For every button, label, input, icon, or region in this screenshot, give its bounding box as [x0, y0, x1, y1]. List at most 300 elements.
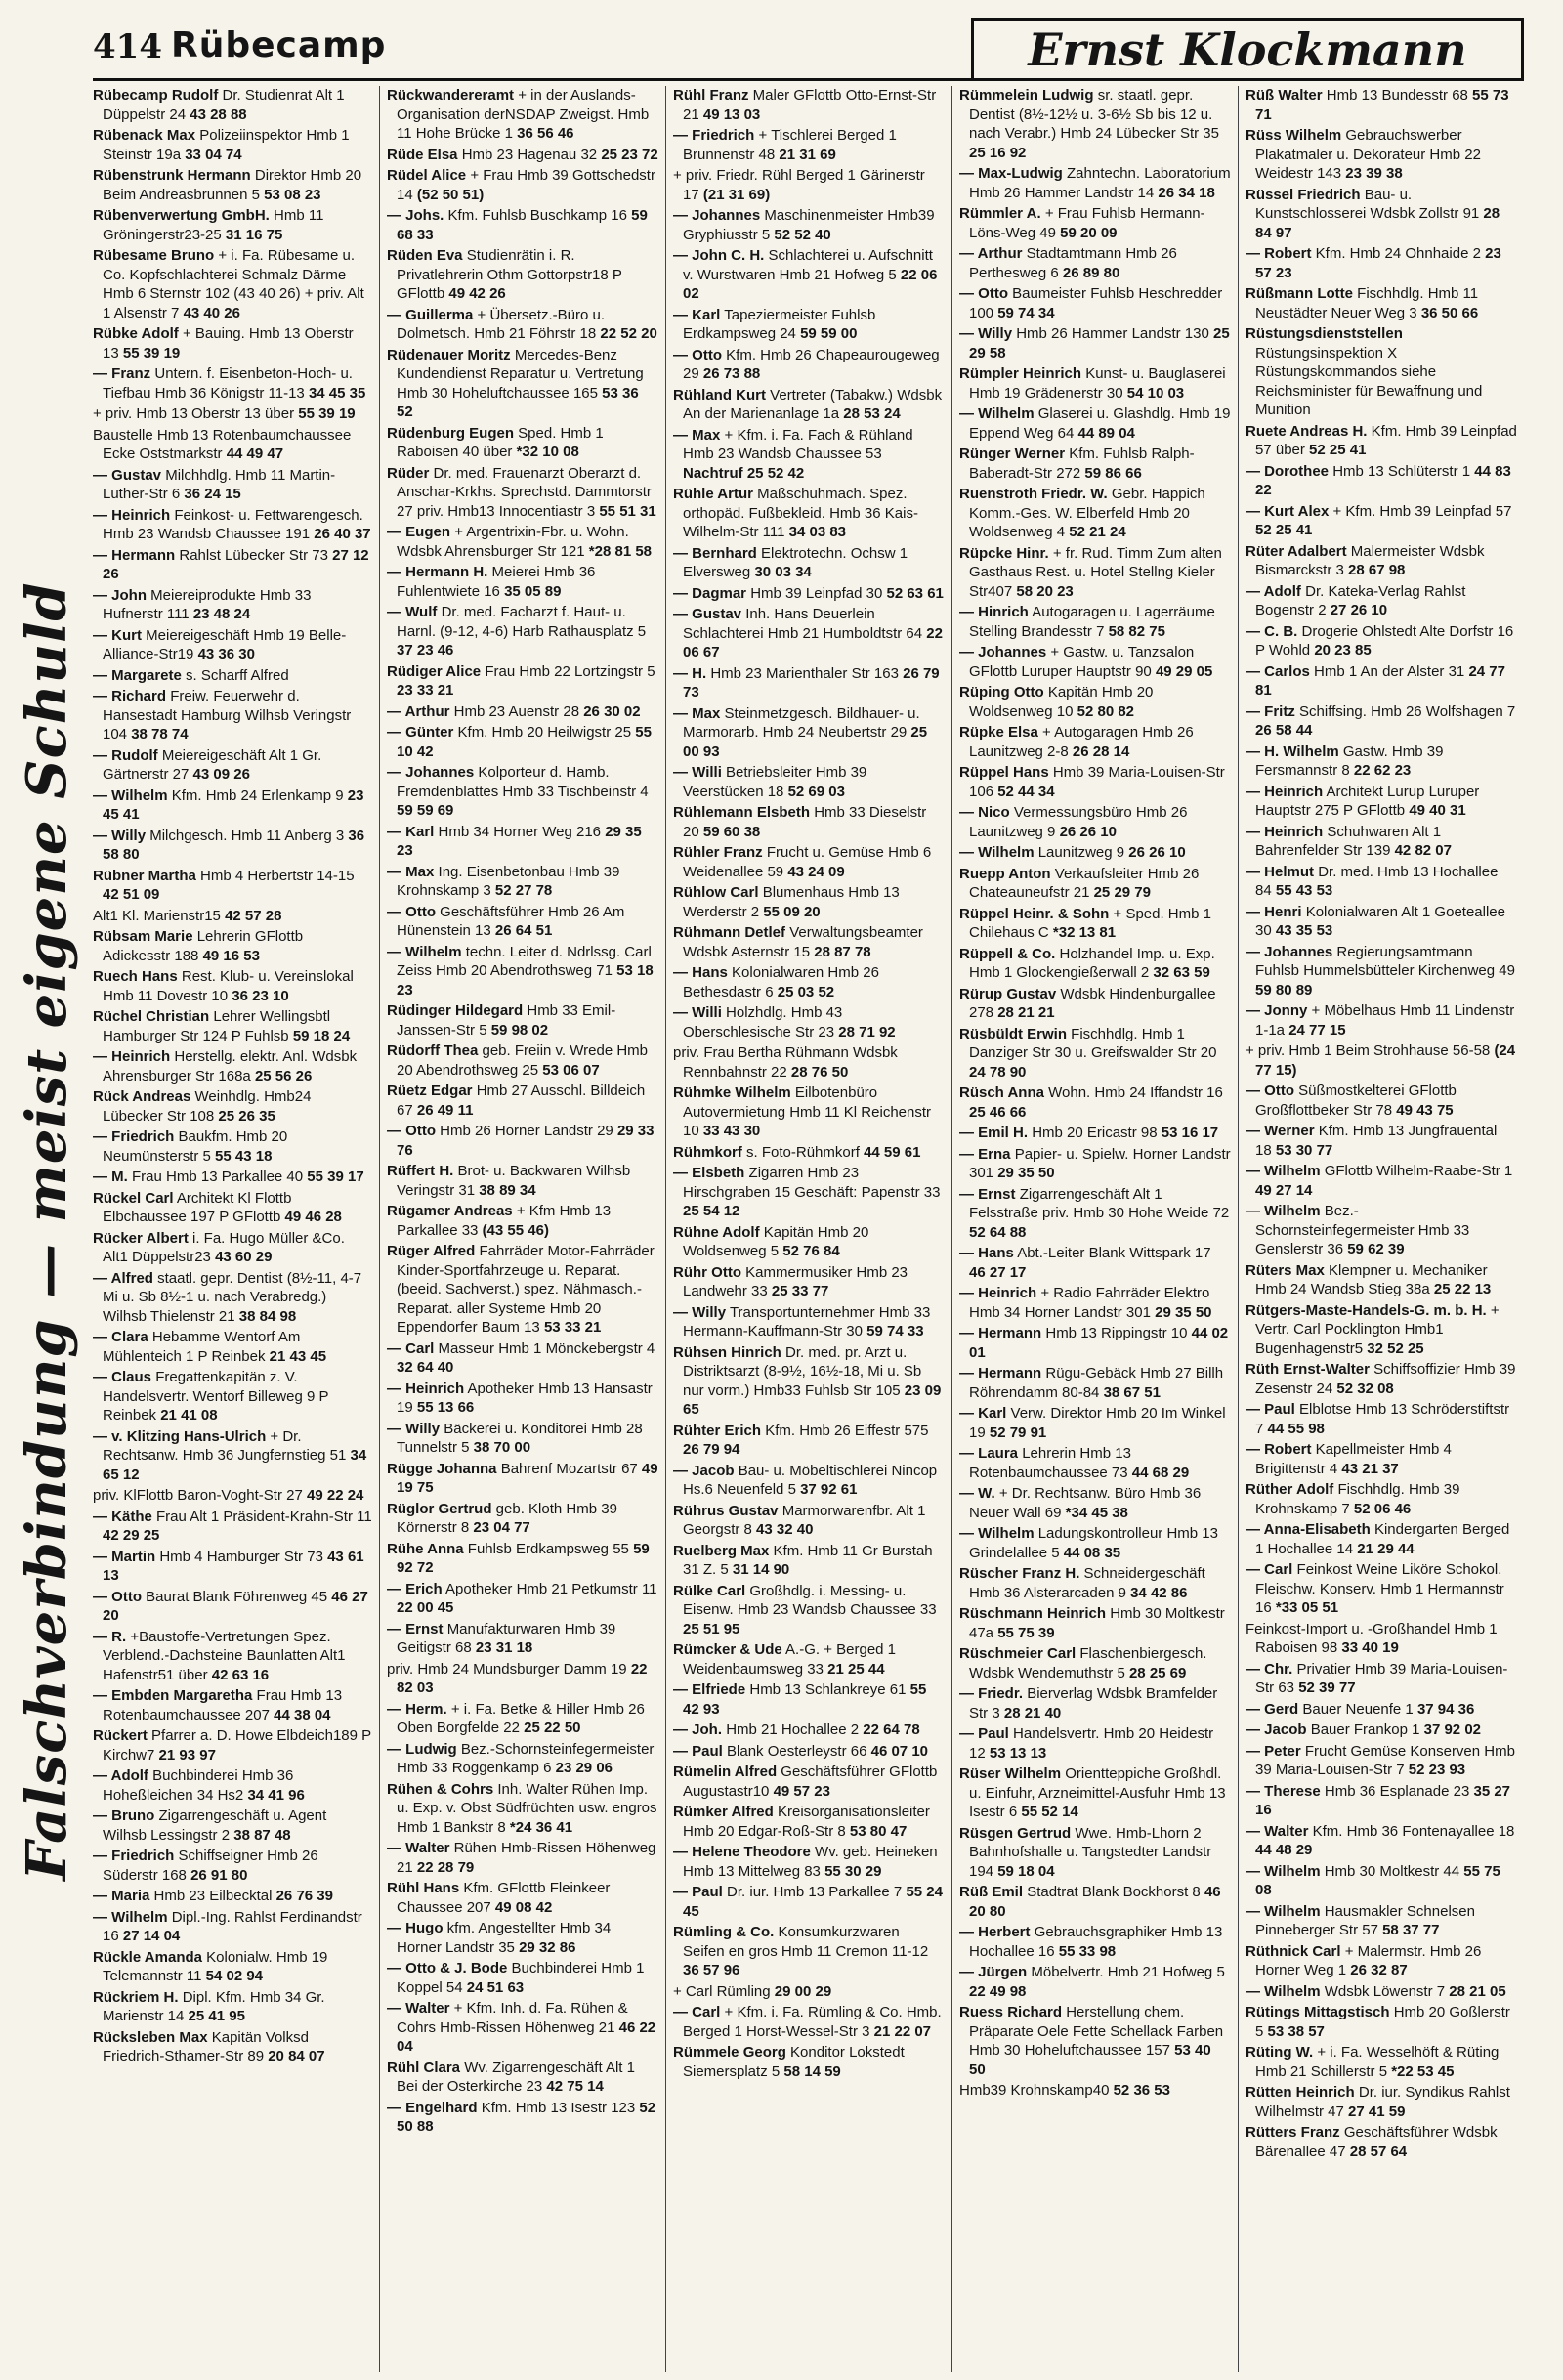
entry-phone: 38 67 51 — [1103, 1383, 1161, 1401]
entry-name: — Otto — [387, 1123, 436, 1139]
entry-phone: 49 16 53 — [202, 947, 260, 964]
entry-phone: 59 74 33 — [866, 1323, 924, 1339]
entry-phone: 36 57 96 — [683, 1962, 740, 1978]
directory-entry — [93, 967, 372, 1005]
entry-phone: 36 56 46 — [517, 125, 574, 142]
entry-name: — Wilhelm — [959, 844, 1035, 861]
directory-entry — [1246, 622, 1517, 660]
entry-details: Hmb 21 Hochallee 2 — [726, 1721, 860, 1738]
directory-entry — [93, 246, 372, 322]
directory-entry — [1246, 1902, 1517, 1940]
entry-name: — Willi — [673, 764, 722, 781]
entry-name: — Friedrich — [93, 1848, 175, 1864]
entry-phone: 55 42 93 — [683, 1681, 927, 1718]
side-advert — [8, 107, 86, 2355]
entry-phone: 26 32 87 — [1350, 1962, 1408, 1978]
directory-entry — [1246, 1480, 1517, 1518]
entry-name: — Dagmar — [673, 584, 747, 602]
entry-phone: 46 22 04 — [397, 2019, 656, 2055]
entry-details: + Carl Rümling — [673, 1982, 771, 2000]
entry-phone: 55 10 42 — [397, 724, 652, 760]
directory-entry — [1246, 1942, 1517, 1980]
directory-entry — [959, 1564, 1231, 1602]
directory-entry — [93, 404, 372, 424]
entry-name: — Heinrich — [959, 1285, 1037, 1301]
entry-phone: 59 60 38 — [702, 823, 761, 840]
entry-details: Feinkost- u. Fettwarengesch. Hmb 23 Wandsb Chaussee 191 — [103, 506, 363, 542]
directory-entry — [93, 546, 372, 584]
entry-phone: 35 05 89 — [504, 582, 562, 600]
entry-phone: 55 43 53 — [1275, 882, 1333, 899]
directory-entry — [1246, 1440, 1517, 1478]
entry-details: Rahlst Lübecker Str 73 — [179, 546, 328, 564]
entry-phone: 23 09 65 — [683, 1381, 942, 1418]
entry-name: — Jacob — [673, 1462, 735, 1479]
entry-phone: 28 67 98 — [1348, 562, 1406, 578]
entry-phone: 44 02 01 — [969, 1325, 1229, 1361]
entry-details: Kfm. Hmb 11 Gr Burstah 31 Z. 5 — [683, 1542, 933, 1578]
entry-name: Rüsch Anna — [959, 1084, 1044, 1101]
entry-name: — Ernst — [959, 1185, 1016, 1203]
directory-entry — [387, 903, 658, 941]
entry-details: Hmb 33 Emil-Janssen-Str 5 — [397, 1002, 616, 1039]
directory-entry — [673, 1003, 945, 1041]
entry-details: Stadtrat Blank Bockhorst 8 — [1027, 1884, 1201, 1900]
directory-entry — [673, 1582, 945, 1639]
entry-name: Ruech Hans — [93, 968, 178, 985]
entry-name: Rühmann Detlef — [673, 924, 786, 941]
directory-entry — [1246, 186, 1517, 243]
directory-entry — [959, 1025, 1231, 1083]
entry-details: Gastw. Hmb 39 Fersmannstr 8 — [1255, 743, 1444, 779]
entry-phone: 28 76 50 — [790, 1063, 849, 1081]
entry-details: Hmb 4 Herbertstr 14-15 — [200, 867, 355, 884]
entry-details: Hmb 30 Moltkestr 47a — [969, 1605, 1225, 1641]
entry-phone: 38 87 48 — [233, 1826, 291, 1844]
entry-details: Herstellg. elektr. Anl. Wdsbk Ahrensburger Str 168a — [103, 1048, 358, 1084]
entry-phone: 44 49 47 — [226, 446, 284, 462]
entry-details: Apotheker Hmb 21 Petkumstr 11 — [445, 1580, 657, 1597]
directory-entry — [387, 1620, 658, 1658]
entry-details: sr. staatl. gepr. Dentist (8½-12½ u. 3-6½ Sb bis 12 u. nach Verabr.) Hmb 24 Lübecker Str 35 — [969, 87, 1219, 142]
entry-phone: 54 10 03 — [1126, 384, 1185, 402]
directory-entry — [93, 126, 372, 164]
entry-details: Pfarrer a. D. Howe Elbdeich189 P Kirchw7 — [103, 1727, 371, 1764]
entry-details: Mercedes-Benz Kundendienst Reparatur u. Vertretung Hmb 30 Hoheluftchaussee 165 — [397, 346, 644, 402]
entry-phone: 27 12 26 — [103, 546, 369, 582]
directory-entry — [959, 603, 1231, 641]
entry-name: — Otto — [1246, 1083, 1294, 1099]
entry-details: Meierei Hmb 36 Fuhlentwiete 16 — [397, 564, 596, 600]
entry-phone: 33 04 74 — [185, 146, 242, 163]
entry-name: — Wilhelm — [93, 786, 168, 804]
entry-details: Dipl.-Ing. Rahlst Ferdinandstr 16 — [103, 1908, 362, 1944]
entry-name: — Helmut — [1246, 863, 1315, 880]
directory-entry — [959, 284, 1231, 322]
entry-name: Rüffert H. — [387, 1163, 454, 1179]
entry-phone: 23 29 06 — [555, 1760, 613, 1776]
entry-phone: 28 21 05 — [1449, 1982, 1506, 2000]
entry-name: — R. — [93, 1628, 127, 1645]
entry-details: Schneidergeschäft Hmb 36 Alsterarcaden 9 — [969, 1565, 1205, 1601]
entry-phone: 34 45 35 — [308, 384, 366, 402]
entry-phone: 49 57 23 — [773, 1782, 830, 1800]
directory-entry — [387, 2099, 658, 2137]
entry-name: — Jonny — [1246, 1002, 1308, 1019]
entry-phone: 59 86 66 — [1084, 464, 1142, 482]
entry-details: A.-G. + Berged 1 Weidenbaumsweg 33 — [683, 1641, 897, 1678]
directory-entry — [959, 1145, 1231, 1183]
entry-phone: 46 27 17 — [969, 1263, 1027, 1281]
entry-phone: 43 60 29 — [215, 1249, 273, 1265]
directory-entry — [1246, 2123, 1517, 2161]
entry-details: Elblotse Hmb 13 Schröderstiftstr 7 — [1255, 1401, 1510, 1437]
entry-phone: 59 98 02 — [490, 1021, 549, 1039]
entry-name: — Karl — [673, 306, 721, 323]
entry-phone: 29 35 23 — [397, 823, 642, 859]
entry-details: Frau Hmb 13 Rotenbaumchaussee 207 — [103, 1687, 343, 1723]
entry-phone: 26 58 44 — [1255, 722, 1313, 739]
entry-name: Rübenack Max — [93, 127, 196, 144]
directory-entry — [1246, 244, 1517, 282]
entry-details: Drogerie Ohlstedt Alte Dorfstr 16 P Wohld — [1255, 622, 1514, 659]
entry-name: Rühmkorf — [673, 1143, 742, 1161]
directory-entry — [1246, 1202, 1517, 1259]
directory-entry — [93, 2028, 372, 2066]
entry-name: — Chr. — [1246, 1660, 1293, 1678]
entry-phone: 53 40 50 — [969, 2042, 1211, 2078]
entry-details: geb. Freiin v. Wrede Hmb 20 Abendrothsweg 25 — [397, 1042, 649, 1079]
directory-entry — [93, 927, 372, 965]
entry-name: Rümmele Georg — [673, 2044, 786, 2061]
entry-phone: 52 69 03 — [787, 783, 845, 800]
entry-details: Eilbotenbüro Autovermietung Hmb 11 Kl Reichenstr 10 — [683, 1084, 932, 1139]
entry-details: Geschäftsführer Wdsbk Bärenallee 47 — [1255, 2124, 1498, 2160]
directory-entry — [1246, 502, 1517, 540]
entry-name: Rühl Clara — [387, 2059, 461, 2076]
entry-phone: 49 19 75 — [397, 1460, 658, 1496]
entry-details: s. Foto-Rühmkorf — [746, 1143, 860, 1161]
entry-name: Rübsam Marie — [93, 928, 193, 945]
directory-entry — [93, 907, 372, 926]
entry-name: — Karl — [387, 823, 435, 840]
entry-details: Marmorwarenfbr. Alt 1 Georgstr 8 — [683, 1502, 926, 1538]
entry-phone: 52 32 08 — [1336, 1380, 1394, 1397]
entry-phone: 52 25 41 — [1255, 522, 1313, 538]
directory-entry — [387, 1162, 658, 1200]
directory-entry — [1246, 1742, 1517, 1780]
entry-details: Herstellung chem. Präparate Oele Fette Schellack Farben Hmb 30 Hoheluftchaussee 157 — [969, 2004, 1224, 2059]
directory-entry — [673, 704, 945, 762]
entry-details: Autogaragen u. Lagerräume Stelling Brandesstr 7 — [969, 604, 1215, 640]
entry-details: Frau Alt 1 Präsident-Krahn-Str 11 — [156, 1508, 372, 1525]
entry-phone: 52 21 24 — [1069, 524, 1126, 540]
entry-details: Meiereigeschäft Hmb 19 Belle-Alliance-Str19 — [103, 626, 347, 662]
entry-phone: 52 27 78 — [494, 882, 553, 899]
entry-name: — Günter — [387, 724, 454, 741]
entry-phone: 59 59 00 — [800, 325, 858, 342]
directory-entry — [673, 386, 945, 424]
entry-name: — Heinrich — [1246, 783, 1324, 800]
entry-details: Vertreter (Tabakw.) Wdsbk An der Marienanlage 1a — [683, 386, 943, 422]
entry-phone: (24 77 15) — [1255, 1042, 1516, 1079]
entry-details: Hmb 27 Ausschl. Billdeich 67 — [397, 1083, 646, 1119]
directory-entry — [1246, 1360, 1517, 1398]
entry-details: Kfm. Hmb 39 Leinpfad 57 über — [1255, 422, 1517, 458]
entry-details: i. Fa. Hugo Müller &Co. Alt1 Düppelstr23 — [103, 1229, 345, 1265]
directory-entry — [387, 1082, 658, 1120]
entry-details: Frucht u. Gemüse Hmb 6 Weidenallee 59 — [683, 844, 932, 880]
entry-details: + Dr. Rechtsanw. Büro Hmb 36 Neuer Wall 69 — [969, 1485, 1202, 1521]
entry-phone: 23 31 18 — [475, 1639, 533, 1656]
directory-entry — [387, 1700, 658, 1738]
directory-entry — [1246, 743, 1517, 781]
directory-entry — [673, 963, 945, 1001]
entry-details: GFlottb Wilhelm-Raabe-Str 1 — [1324, 1163, 1513, 1179]
directory-entry — [673, 1263, 945, 1301]
entry-phone: *32 13 81 — [1052, 924, 1117, 941]
entry-name: — Fritz — [1246, 702, 1295, 720]
entry-details: Privatier Hmb 39 Maria-Louisen-Str 63 — [1255, 1660, 1508, 1696]
entry-details: Konditor Lokstedt Siemersplatz 5 — [683, 2044, 905, 2080]
directory-entry — [959, 945, 1231, 983]
entry-name: Ruete Andreas H. — [1246, 422, 1368, 440]
entry-name: Rübenstrunk Hermann — [93, 167, 251, 184]
entry-phone: 32 63 59 — [1153, 964, 1210, 981]
entry-details: priv. KlFlottb Baron-Voght-Str 27 — [93, 1487, 303, 1504]
directory-entry — [673, 1084, 945, 1141]
entry-details: Dr. med. Hmb 13 Hochallee 84 — [1255, 863, 1499, 899]
entry-details: Frau Hmb 22 Lortzingstr 5 — [485, 662, 655, 680]
directory-entry — [93, 1908, 372, 1946]
directory-entry — [93, 1686, 372, 1724]
entry-details: Fahrräder Motor-Fahrräder Kinder-Sportfahrzeuge u. Reparat. (beeid. Sachverst.) spez. Nähmasch.-Reparat. aller Systeme Hmb 20 Eppendorfer Baum 13 — [397, 1243, 655, 1336]
directory-entry — [93, 324, 372, 362]
entry-details: + Bauing. Hmb 13 Oberstr 13 — [103, 325, 354, 361]
entry-details: Gebrauchswerber Plakatmaler u. Dekorateur Hmb 22 Weidestr 143 — [1255, 127, 1481, 182]
directory-entry — [673, 584, 945, 604]
directory-entry — [93, 1007, 372, 1045]
directory-entry — [1246, 422, 1517, 460]
entry-name: — Jacob — [1246, 1721, 1307, 1738]
directory-entry — [93, 86, 372, 124]
entry-phone: 21 31 69 — [779, 146, 836, 163]
entry-phone: 53 33 21 — [543, 1319, 602, 1336]
entry-name: — Arthur — [959, 245, 1023, 262]
entry-name: — Otto — [959, 285, 1008, 302]
entry-phone: 29 00 29 — [774, 1982, 832, 2000]
entry-phone: 52 44 34 — [997, 783, 1055, 800]
directory-entry — [673, 883, 945, 921]
directory-entry — [93, 1766, 372, 1805]
entry-name: — Margarete — [93, 666, 182, 684]
entry-details: Dr. Studienrat Alt 1 Düppelstr 24 — [103, 87, 345, 123]
entry-details: Betriebsleiter Hmb 39 Veerstücken 18 — [683, 764, 867, 800]
entry-phone: 28 57 64 — [1349, 2143, 1408, 2160]
entry-phone: 42 63 16 — [211, 1666, 270, 1683]
directory-entry — [673, 1640, 945, 1679]
entry-phone: 55 39 19 — [122, 344, 181, 361]
entry-details: Holzhdlg. Hmb 43 Oberschlesische Str 23 — [683, 1004, 843, 1041]
entry-phone: 25 23 72 — [601, 146, 658, 163]
entry-phone: 22 28 79 — [416, 1858, 475, 1876]
directory-entry — [673, 1923, 945, 1980]
directory-entry — [387, 206, 658, 244]
entry-details: Kolonialw. Hmb 19 Telemannstr 11 — [103, 1948, 328, 1984]
entry-details: + Gastw. u. Tanzsalon GFlottb Luruper Hauptstr 90 — [969, 644, 1195, 680]
entry-name: Ruenstroth Friedr. W. — [959, 486, 1108, 502]
entry-details: + Radio Fahrräder Elektro Hmb 34 Horner Landstr 301 — [969, 1285, 1210, 1321]
entry-name: — Erich — [387, 1580, 443, 1597]
entry-name: — Erna — [959, 1145, 1011, 1163]
entry-name: Rümker Alfred — [673, 1804, 774, 1820]
entry-phone: 26 89 80 — [1062, 264, 1120, 281]
entry-details: Zahntechn. Laboratorium Hmb 26 Hammer Landstr 14 — [969, 165, 1231, 201]
entry-phone: *33 05 51 — [1275, 1599, 1339, 1616]
entry-phone: 22 06 67 — [683, 624, 943, 660]
entry-phone: 28 53 24 — [843, 405, 901, 422]
directory-entry — [673, 1803, 945, 1841]
entry-details: Bäckerei u. Konditorei Hmb 28 Tunnelstr 5 — [397, 1420, 643, 1456]
entry-details: Transportunternehmer Hmb 33 Hermann-Kauffmann-Str 30 — [683, 1303, 931, 1339]
entry-phone: 55 33 98 — [1058, 1942, 1117, 1960]
entry-phone: 53 30 77 — [1275, 1141, 1333, 1159]
entry-details: Masseur Hmb 1 Mönckebergstr 4 — [438, 1339, 655, 1357]
entry-name: Rüscher Franz H. — [959, 1565, 1080, 1582]
entry-details: Hmb 39 Maria-Louisen-Str 106 — [969, 764, 1225, 800]
entry-details: Steinmetzgesch. Bildhauer- u. Marmorarb. Hmb 24 Neubertstr 29 — [683, 704, 920, 741]
entry-name: Rückwandereramt — [387, 87, 515, 104]
entry-phone: *28 81 58 — [588, 542, 653, 560]
directory-entry — [673, 1422, 945, 1460]
entry-details: Stadtamtmann Hmb 26 Perthesweg 6 — [969, 245, 1177, 281]
directory-column — [379, 86, 665, 2372]
entry-details: + i. Fa. Wesselhöft & Rüting Hmb 21 Schillerstr 5 — [1255, 2044, 1500, 2080]
entry-details: + i. Fa. Betke & Hiller Hmb 26 Oben Borgfelde 22 — [397, 1700, 645, 1736]
entry-details: Malermeister Wdsbk Bismarckstr 3 — [1255, 542, 1485, 578]
entry-name: Rühen & Cohrs — [387, 1780, 494, 1798]
entry-details: Wwe. Hmb-Lhorn 2 Bahnhofshalle u. Tangstedter Landstr 194 — [969, 1824, 1212, 1880]
entry-details: Buchbinderei Hmb 36 Hoheßleichen 34 Hs2 — [103, 1767, 294, 1804]
entry-details: Polizeiinspektor Hmb 1 Steinstr 19a — [103, 127, 350, 163]
directory-entry — [387, 1380, 658, 1418]
entry-phone: 55 51 31 — [599, 502, 656, 520]
entry-name: — Therese — [1246, 1782, 1321, 1800]
entry-phone: 26 91 80 — [190, 1866, 248, 1884]
directory-entry — [673, 1303, 945, 1341]
entry-phone: 27 14 04 — [122, 1928, 181, 1944]
entry-phone: 29 33 76 — [397, 1123, 655, 1159]
entry-phone: 37 94 36 — [1416, 1700, 1475, 1718]
entry-name: Rümcker & Ude — [673, 1641, 782, 1658]
entry-name: — Kurt — [93, 626, 142, 644]
entry-name: — Otto — [673, 346, 722, 363]
entry-name: Rüthnick Carl — [1246, 1942, 1341, 1960]
entry-name: Rühler Franz — [673, 844, 763, 861]
entry-phone: 25 16 92 — [969, 144, 1027, 161]
entry-details: Dipl. Kfm. Hmb 34 Gr. Marienstr 14 — [103, 1988, 325, 2024]
entry-name: Rüstungsdienststellen — [1246, 325, 1403, 342]
entry-phone: 55 09 20 — [763, 903, 821, 920]
directory-entry — [959, 843, 1231, 863]
entry-phone: 43 24 09 — [787, 863, 845, 880]
entry-details: Hmb 13 Bundesstr 68 — [1326, 87, 1468, 104]
directory-entry — [1246, 462, 1517, 500]
entry-phone: 28 71 92 — [838, 1023, 896, 1041]
directory-entry — [959, 404, 1231, 443]
directory-entry — [387, 723, 658, 761]
entry-phone: 52 39 77 — [1298, 1679, 1356, 1696]
entry-phone: 28 84 97 — [1255, 205, 1500, 241]
entry-phone: 59 20 09 — [1060, 224, 1118, 241]
entry-name: Rüsbüldt Erwin — [959, 1025, 1067, 1042]
entry-phone: 55 52 14 — [1021, 1804, 1078, 1820]
entry-name: — Dorothee — [1246, 462, 1330, 480]
entry-phone: 52 63 61 — [886, 584, 944, 602]
directory-entry — [387, 1202, 658, 1240]
entry-details: Kfm. Hmb 24 Erlenkamp 9 — [171, 786, 344, 804]
entry-details: + Kfm. Inh. d. Fa. Rühen & Cohrs Hmb-Rissen Höhenweg 21 — [397, 2000, 628, 2036]
entry-name: Rürup Gustav — [959, 985, 1057, 1002]
directory-entry — [387, 1919, 658, 1957]
directory-column — [951, 86, 1238, 2372]
entry-phone: 21 93 97 — [158, 1746, 216, 1764]
entry-phone: 29 32 86 — [519, 1938, 576, 1956]
entry-details: Hmb 13 Rippingstr 10 — [1045, 1325, 1188, 1341]
directory-entry — [1246, 1620, 1517, 1658]
entry-details: Vermessungsbüro Hmb 26 Launitzweg 9 — [969, 804, 1188, 840]
entry-phone: 28 21 21 — [997, 1004, 1055, 1021]
entry-phone: 26 64 51 — [494, 922, 553, 939]
directory-entry — [959, 1364, 1231, 1402]
entry-name: Rüppel Heinr. & Sohn — [959, 905, 1110, 922]
directory-entry — [93, 1127, 372, 1166]
entry-phone: 21 41 08 — [160, 1407, 218, 1424]
entry-phone: *24 36 41 — [509, 1818, 573, 1836]
entry-name: Rügge Johanna — [387, 1460, 497, 1477]
entry-name: — Henri — [1246, 903, 1302, 920]
entry-details: Baurat Blank Föhrenweg 45 — [146, 1588, 328, 1605]
entry-phone: 22 82 03 — [397, 1660, 648, 1696]
entry-details: Wv. Zigarrengeschäft Alt 1 Bei der Osterkirche 23 — [397, 2059, 635, 2095]
entry-name: — Paul — [959, 1725, 1009, 1742]
entry-name: Rüdiger Alice — [387, 662, 482, 680]
entry-name: — Hermann — [959, 1325, 1042, 1341]
entry-phone: 24 51 63 — [466, 1978, 525, 1996]
directory-entry — [93, 586, 372, 624]
entry-phone: 25 41 95 — [188, 2008, 245, 2024]
entry-phone: 43 21 37 — [1341, 1460, 1399, 1477]
entry-name: — Guillerma — [387, 306, 474, 323]
entry-name: — Hans — [673, 964, 728, 981]
entry-details: + priv. Hmb 1 Beim Strohhause 56-58 — [1246, 1042, 1491, 1059]
entry-name: Rümling & Co. — [673, 1924, 775, 1940]
entry-name: — Walter — [1246, 1822, 1309, 1840]
directory-entry — [959, 1324, 1231, 1362]
entry-name: — Otto & J. Bode — [387, 1960, 508, 1976]
entry-phone: 59 18 24 — [292, 1027, 351, 1044]
side-advert-text: Falschverbindung — meist eigene Schuld — [15, 581, 79, 1881]
entry-name: — Alfred — [93, 1269, 153, 1287]
entry-name: — Willy — [93, 827, 147, 844]
entry-name: — Bernhard — [673, 544, 757, 562]
directory-entry — [387, 1339, 658, 1378]
entry-details: + Übersetz.-Büro u. Dolmetsch. Hmb 21 Föhrstr 18 — [397, 306, 606, 342]
entry-details: Glaserei u. Glashdlg. Hmb 19 Eppend Weg 64 — [969, 405, 1231, 442]
directory-entry — [1246, 1400, 1517, 1438]
directory-entry — [673, 843, 945, 881]
directory-entry — [673, 1343, 945, 1420]
